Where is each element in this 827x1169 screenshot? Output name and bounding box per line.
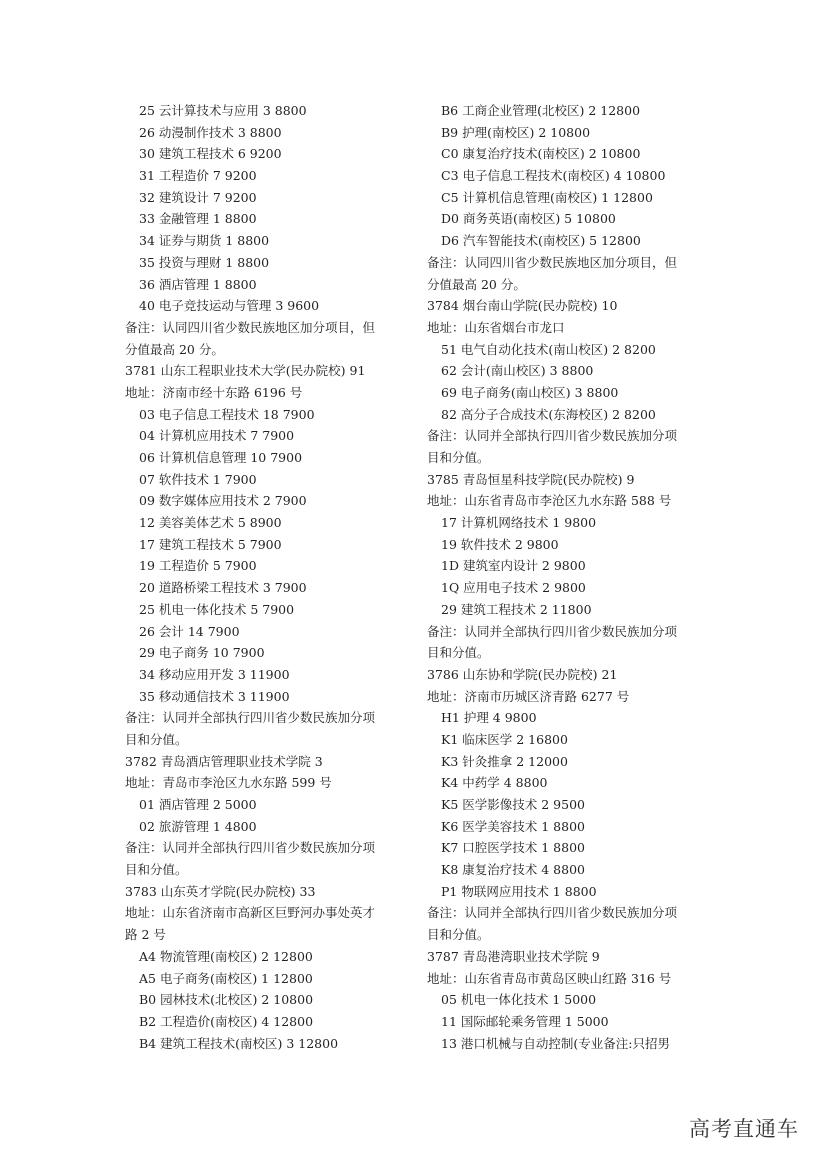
program-line: 17 建筑工程技术 5 7900	[139, 536, 282, 552]
program-line: 13 港口机械与自动控制(专业备注:只招男	[441, 1035, 670, 1051]
program-line: 31 工程造价 7 9200	[139, 168, 257, 184]
text-line: 地址：青岛市李沧区九水东路 599 号	[125, 775, 332, 791]
program-line: K4 中药学 4 8800	[441, 775, 548, 791]
program-line: 29 电子商务 10 7900	[139, 645, 265, 661]
text-line: 目和分值。	[427, 645, 490, 661]
program-line: K8 康复治疗技术 4 8800	[441, 862, 585, 878]
program-line: 40 电子竞技运动与管理 3 9600	[139, 298, 320, 314]
program-line: K3 针灸推拿 2 12000	[441, 753, 568, 769]
program-line: 34 证券与期货 1 8800	[139, 233, 270, 249]
program-line: 17 计算机网络技术 1 9800	[441, 515, 597, 531]
program-line: 03 电子信息工程技术 18 7900	[139, 406, 315, 422]
program-line: B9 护理(南校区) 2 10800	[441, 124, 591, 140]
text-line: 3781 山东工程职业技术大学(民办院校) 91	[125, 363, 366, 379]
program-line: 12 美容美体艺术 5 8900	[139, 515, 282, 531]
program-line: 69 电子商务(南山校区) 3 8800	[441, 384, 619, 400]
program-line: 35 投资与理财 1 8800	[139, 254, 270, 270]
right-column	[427, 100, 709, 1054]
text-line: 备注：认同四川省少数民族地区加分项目，但	[125, 319, 376, 335]
program-line: B6 工商企业管理(北校区) 2 12800	[441, 103, 641, 118]
text-line: 3782 青岛酒店管理职业技术学院 3	[125, 753, 323, 769]
program-line: 26 动漫制作技术 3 8800	[139, 124, 282, 140]
text-line: 分值最高 20 分。	[125, 341, 224, 357]
left-column	[125, 100, 407, 1054]
program-line: C5 计算机信息管理(南校区) 1 12800	[441, 189, 653, 205]
text-line: 备注：认同四川省少数民族地区加分项目，但	[427, 254, 678, 270]
program-line: D6 汽车智能技术(南校区) 5 12800	[441, 233, 641, 249]
program-line: H1 护理 4 9800	[441, 710, 537, 726]
text-line: 地址：山东省烟台市龙口	[427, 319, 565, 335]
program-line: 09 数字媒体应用技术 2 7900	[139, 493, 307, 509]
program-line: C0 康复治疗技术(南校区) 2 10800	[441, 146, 641, 162]
program-line: A5 电子商务(南校区) 1 12800	[139, 970, 313, 986]
watermark-text: 高考直通车	[689, 1117, 799, 1141]
program-line: K5 医学影像技术 2 9500	[441, 797, 585, 812]
program-line: 19 工程造价 5 7900	[139, 558, 257, 574]
program-line: P1 物联网应用技术 1 8800	[441, 883, 597, 899]
text-line: 目和分值。	[125, 862, 188, 878]
text-line: 3784 烟台南山学院(民办院校) 10	[427, 298, 618, 314]
program-line: K6 医学美容技术 1 8800	[441, 818, 585, 834]
program-line: A4 物流管理(南校区) 2 12800	[139, 948, 313, 964]
program-line: 34 移动应用开发 3 11900	[139, 666, 290, 682]
program-line: 26 会计 14 7900	[139, 623, 240, 639]
text-line: 3786 山东协和学院(民办院校) 21	[427, 666, 618, 682]
text-line: 目和分值。	[427, 450, 490, 465]
program-line: 01 酒店管理 2 5000	[139, 797, 257, 812]
program-line: 04 计算机应用技术 7 7900	[139, 428, 295, 444]
text-line: 地址：济南市经十东路 6196 号	[125, 384, 303, 400]
program-line: 33 金融管理 1 8800	[139, 211, 257, 227]
program-line: 29 建筑工程技术 2 11800	[441, 601, 592, 617]
program-line: 30 建筑工程技术 6 9200	[139, 146, 282, 162]
program-line: B4 建筑工程技术(南校区) 3 12800	[139, 1035, 339, 1051]
program-line: 06 计算机信息管理 10 7900	[139, 450, 303, 465]
text-line: 分值最高 20 分。	[427, 276, 526, 292]
text-line: 目和分值。	[427, 927, 490, 943]
text-line: 备注：认同并全部执行四川省少数民族加分项	[427, 428, 678, 444]
program-line: 1Q 应用电子技术 2 9800	[441, 580, 586, 596]
program-line: B0 园林技术(北校区) 2 10800	[139, 992, 314, 1008]
program-line: 36 酒店管理 1 8800	[139, 276, 257, 292]
program-line: D0 商务英语(南校区) 5 10800	[441, 211, 616, 227]
text-line: 3785 青岛恒星科技学院(民办院校) 9	[427, 471, 635, 487]
text-line: 3783 山东英才学院(民办院校) 33	[125, 883, 316, 899]
text-line: 备注：认同并全部执行四川省少数民族加分项	[125, 840, 376, 856]
program-line: 1D 建筑室内设计 2 9800	[441, 558, 586, 574]
program-line: 62 会计(南山校区) 3 8800	[441, 363, 594, 379]
program-line: 25 机电一体化技术 5 7900	[139, 601, 295, 617]
program-line: 35 移动通信技术 3 11900	[139, 688, 290, 704]
text-line: 路 2 号	[125, 927, 166, 943]
program-line: 07 软件技术 1 7900	[139, 471, 257, 487]
program-line: 25 云计算技术与应用 3 8800	[139, 103, 307, 118]
text-line: 备注：认同并全部执行四川省少数民族加分项	[125, 710, 376, 726]
program-line: C3 电子信息工程技术(南校区) 4 10800	[441, 168, 666, 184]
program-line: 32 建筑设计 7 9200	[139, 189, 257, 205]
program-line: 05 机电一体化技术 1 5000	[441, 992, 597, 1008]
program-line: K7 口腔医学技术 1 8800	[441, 840, 585, 856]
program-line: 51 电气自动化技术(南山校区) 2 8200	[441, 341, 656, 357]
text-line: 3787 青岛港湾职业技术学院 9	[427, 948, 600, 964]
program-line: B2 工程造价(南校区) 4 12800	[139, 1013, 314, 1029]
program-line: 11 国际邮轮乘务管理 1 5000	[441, 1013, 609, 1029]
text-line: 地址：山东省青岛市李沧区九水东路 588 号	[427, 493, 672, 509]
text-line: 地址：济南市历城区济青路 6277 号	[427, 688, 630, 704]
program-line: K1 临床医学 2 16800	[441, 731, 568, 747]
program-line: 19 软件技术 2 9800	[441, 536, 559, 552]
text-line: 备注：认同并全部执行四川省少数民族加分项	[427, 905, 678, 921]
program-line: 02 旅游管理 1 4800	[139, 818, 257, 834]
text-line: 备注：认同并全部执行四川省少数民族加分项	[427, 623, 678, 639]
program-line: 20 道路桥梁工程技术 3 7900	[139, 580, 307, 596]
program-line: 82 高分子合成技术(东海校区) 2 8200	[441, 406, 656, 422]
text-line: 目和分值。	[125, 731, 188, 747]
text-line: 地址：山东省青岛市黄岛区映山红路 316 号	[427, 970, 672, 986]
text-line: 地址：山东省济南市高新区巨野河办事处英才	[125, 905, 376, 921]
